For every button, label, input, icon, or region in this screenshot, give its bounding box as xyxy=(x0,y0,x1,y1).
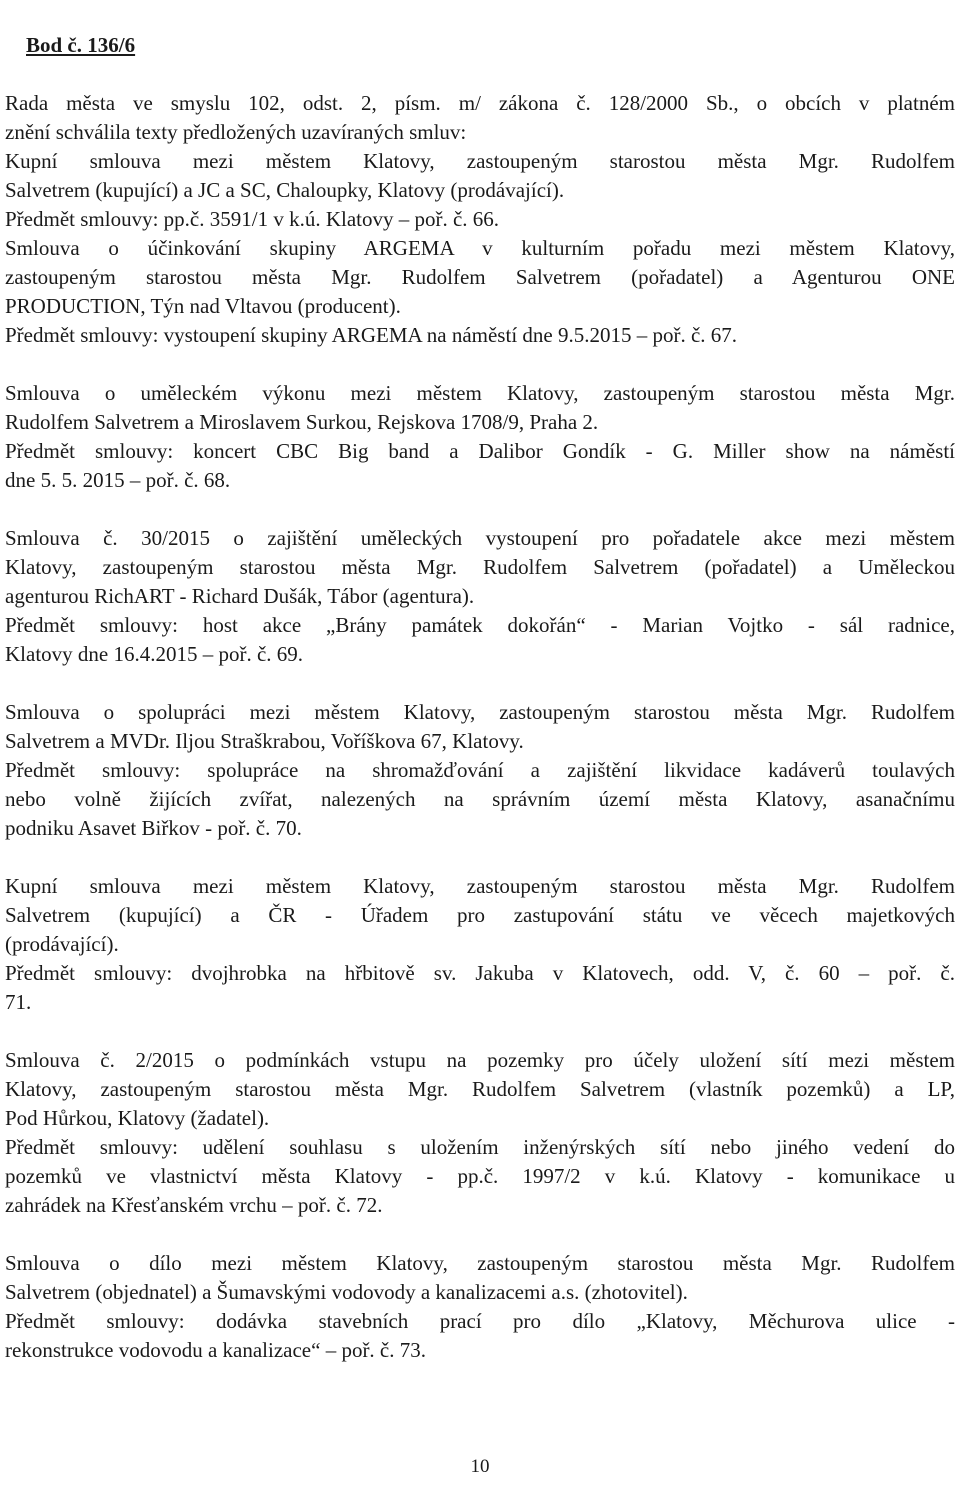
text-line: znění schválila texty předložených uzavíraných smluv: xyxy=(5,120,467,144)
text-line: Salvetrem (kupující) a ČR - Úřadem pro zastupování státu ve věcech majetkových xyxy=(5,903,955,927)
text-line: podniku Asavet Biřkov - poř. č. 70. xyxy=(5,816,302,840)
text-line: Smlouva č. 30/2015 o zajištění uměleckých vystoupení pro pořadatele akce mezi městem xyxy=(5,526,955,550)
paragraph-gap xyxy=(5,843,955,872)
contract-paragraph xyxy=(5,524,955,669)
text-line: zahrádek na Křesťanském vrchu – poř. č. 72. xyxy=(5,1193,383,1217)
text-line: zastoupeným starostou města Mgr. Rudolfem Salvetrem (pořadatel) a Agenturou ONE xyxy=(5,265,955,289)
paragraph-gap xyxy=(5,1220,955,1249)
contract-paragraph xyxy=(5,379,955,495)
contract-paragraph xyxy=(5,872,955,1017)
text-line: Kupní smlouva mezi městem Klatovy, zastoupeným starostou města Mgr. Rudolfem xyxy=(5,149,955,173)
text-line: pozemků ve vlastnictví města Klatovy - pp.č. 1997/2 v k.ú. Klatovy - komunikace u xyxy=(5,1164,955,1188)
text-line: Smlouva o spolupráci mezi městem Klatovy, zastoupeným starostou města Mgr. Rudolfem xyxy=(5,700,955,724)
text-line: Předmět smlouvy: vystoupení skupiny ARGEMA na náměstí dne 9.5.2015 – poř. č. 67. xyxy=(5,323,738,347)
text-line: Předmět smlouvy: spolupráce na shromažďování a zajištění likvidace kadáverů toulavých xyxy=(5,758,955,782)
text-line: 71. xyxy=(5,990,32,1014)
text-line: Smlouva č. 2/2015 o podmínkách vstupu na pozemky pro účely uložení sítí mezi městem xyxy=(5,1048,955,1072)
paragraph-gap xyxy=(5,495,955,524)
text-line: Předmět smlouvy: koncert CBC Big band a Dalibor Gondík - G. Miller show na náměstí xyxy=(5,439,955,463)
contract-paragraph xyxy=(5,89,955,350)
text-line: agenturou RichART - Richard Dušák, Tábor (agentura). xyxy=(5,584,475,608)
text-line: Předmět smlouvy: dodávka stavebních prací pro dílo „Klatovy, Měchurova ulice - xyxy=(5,1309,955,1333)
text-line: Rudolfem Salvetrem a Miroslavem Surkou, Rejskova 1708/9, Praha 2. xyxy=(5,410,599,434)
contract-paragraph xyxy=(5,1249,955,1365)
text-line: Klatovy dne 16.4.2015 – poř. č. 69. xyxy=(5,642,304,666)
paragraph-gap xyxy=(5,350,955,379)
text-line: PRODUCTION, Týn nad Vltavou (producent). xyxy=(5,294,401,318)
text-line: Smlouva o uměleckém výkonu mezi městem Klatovy, zastoupeným starostou města Mgr. xyxy=(5,381,955,405)
text-line: dne 5. 5. 2015 – poř. č. 68. xyxy=(5,468,231,492)
text-line: Předmět smlouvy: udělení souhlasu s uložením inženýrských sítí nebo jiného vedení do xyxy=(5,1135,955,1159)
page-number: 10 xyxy=(470,1456,490,1477)
text-line: Salvetrem (kupující) a JC a SC, Chaloupky, Klatovy (prodávající). xyxy=(5,178,565,202)
contract-paragraph xyxy=(5,1046,955,1220)
paragraph-gap xyxy=(5,1017,955,1046)
text-line: Salvetrem a MVDr. Iljou Straškrabou, Voříškova 67, Klatovy. xyxy=(5,729,524,753)
section-heading-line xyxy=(5,2,955,89)
paragraph-gap xyxy=(5,669,955,698)
text-line: nebo volně žijících zvířat, nalezených na správním území města Klatovy, asanačnímu xyxy=(5,787,955,811)
text-line: (prodávající). xyxy=(5,932,119,956)
text-line: Pod Hůrkou, Klatovy (žadatel). xyxy=(5,1106,270,1130)
text-line: Předmět smlouvy: host akce „Brány památek dokořán“ - Marian Vojtko - sál radnice, xyxy=(5,613,955,637)
text-line: Rada města ve smyslu 102, odst. 2, písm. m/ zákona č. 128/2000 Sb., o obcích v platném xyxy=(5,91,955,115)
text-line: Klatovy, zastoupeným starostou města Mgr. Rudolfem Salvetrem (vlastník pozemků) a LP, xyxy=(5,1077,955,1101)
text-line: Klatovy, zastoupeným starostou města Mgr. Rudolfem Salvetrem (pořadatel) a Uměleckou xyxy=(5,555,955,579)
text-line: Salvetrem (objednatel) a Šumavskými vodovody a kanalizacemi a.s. (zhotovitel). xyxy=(5,1280,688,1304)
text-line: Předmět smlouvy: dvojhrobka na hřbitově sv. Jakuba v Klatovech, odd. V, č. 60 – poř. č. xyxy=(5,961,955,985)
text-line: Smlouva o účinkování skupiny ARGEMA v kulturním pořadu mezi městem Klatovy, xyxy=(5,236,955,260)
contract-paragraph xyxy=(5,698,955,843)
text-line: Smlouva o dílo mezi městem Klatovy, zastoupeným starostou města Mgr. Rudolfem xyxy=(5,1251,955,1275)
text-line: rekonstrukce vodovodu a kanalizace“ – poř. č. 73. xyxy=(5,1338,427,1362)
section-heading: Bod č. 136/6 xyxy=(26,33,136,57)
document-body xyxy=(5,89,955,1365)
document-page xyxy=(5,2,955,1365)
text-line: Kupní smlouva mezi městem Klatovy, zastoupeným starostou města Mgr. Rudolfem xyxy=(5,874,955,898)
text-line: Předmět smlouvy: pp.č. 3591/1 v k.ú. Klatovy – poř. č. 66. xyxy=(5,207,500,231)
